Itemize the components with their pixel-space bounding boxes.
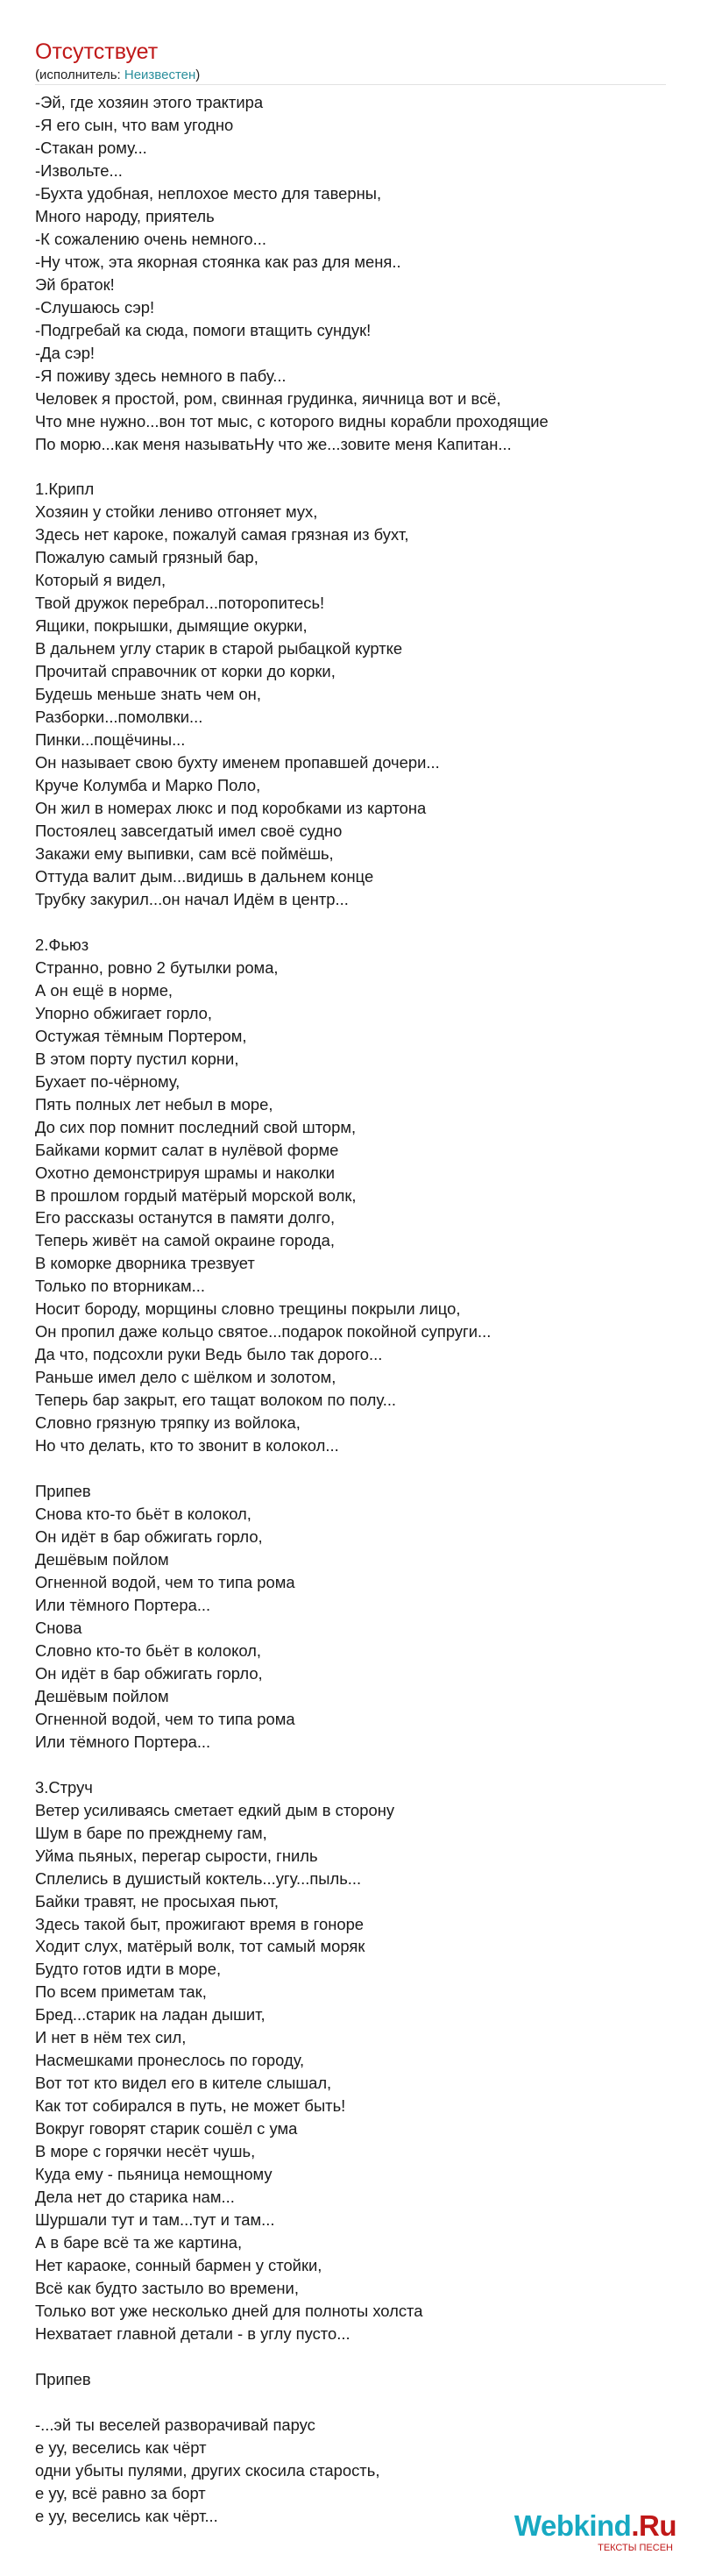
- lyric-line: А в баре всё та же картина,: [35, 2233, 243, 2252]
- lyric-line: Теперь бар закрыт, его тащат волоком по полу...: [35, 1391, 397, 1410]
- lyric-line: Раньше имел дело с шёлком и золотом,: [35, 1368, 336, 1387]
- blank-line: [35, 2345, 683, 2368]
- lyric-line: -Подгребай ка сюда, помоги втащить сундук!: [35, 320, 372, 339]
- lyric-line: Упорно обжигает горло,: [35, 1003, 212, 1022]
- lyric-line: Сплелись в душистый коктель...угу...пыль...: [35, 1868, 362, 1888]
- lyric-line: Как тот собирался в путь, не может быть!: [35, 2096, 346, 2116]
- logo-tld: .Ru: [631, 2509, 676, 2542]
- header-divider: [35, 84, 666, 85]
- lyric-line: -Я его сын, что вам угодно: [35, 115, 234, 134]
- lyric-line: Твой дружок перебрал...поторопитесь!: [35, 594, 325, 613]
- lyric-line: Носит бороду, морщины словно трещины покрыли лицо,: [35, 1299, 461, 1319]
- lyric-line: Дешёвым пойлом: [35, 1686, 169, 1705]
- lyric-line: Разборки...помолвки...: [35, 708, 203, 727]
- lyric-line: Пять полных лет небыл в море,: [35, 1094, 273, 1114]
- lyric-line: Или тёмного Портера...: [35, 1732, 211, 1751]
- lyric-line: Он жил в номерах люкс и под коробками из картона: [35, 799, 427, 818]
- lyric-line: Дешёвым пойлом: [35, 1550, 169, 1569]
- lyric-line: Бред...старик на ладан дышит,: [35, 2005, 266, 2025]
- lyric-line: -Слушаюсь сэр!: [35, 297, 155, 317]
- lyric-line: Постоялец завсегдатый имел своё судно: [35, 822, 343, 840]
- logo-wordmark: [492, 2509, 676, 2543]
- lyric-line: Будешь меньше знать чем он,: [35, 685, 261, 704]
- lyric-line: Куда ему - пьяница немощному: [35, 2165, 273, 2184]
- lyric-line: Вот тот кто видел его в кителе слышал,: [35, 2074, 332, 2093]
- lyric-line: Он называет свою бухту именем пропавшей дочери...: [35, 753, 440, 772]
- song-header: [35, 39, 666, 84]
- lyric-line: Пожалую самый грязный бар,: [35, 548, 258, 567]
- lyric-line: По всем приметам так,: [35, 1982, 207, 2002]
- blank-line: [35, 911, 683, 934]
- lyrics-block: [35, 91, 683, 2528]
- lyric-line: Но что делать, кто то звонит в колокол...: [35, 1436, 339, 1455]
- lyric-line: -Стакан рому...: [35, 138, 147, 157]
- lyric-line: Шум в баре по прежднему гам,: [35, 1823, 267, 1842]
- lyric-line: Трубку закурил...он начал Идём в центр...: [35, 889, 349, 908]
- lyric-line: Хозяин у стойки лениво отгоняет мух,: [35, 502, 318, 522]
- lyric-line: Вокруг говорят старик сошёл с ума: [35, 2119, 298, 2138]
- lyric-line: Нет караоке, сонный бармен у стойки,: [35, 2256, 322, 2275]
- lyric-line: Ящики, покрышки, дымящие окурки,: [35, 616, 308, 636]
- lyric-line: Да что, подсохли руки Ведь было так дорого...: [35, 1345, 383, 1364]
- lyric-line: Шуршали тут и там...тут и там...: [35, 2210, 275, 2230]
- site-logo[interactable]: [492, 2509, 676, 2555]
- lyric-line: Насмешками пронеслось по городу,: [35, 2051, 305, 2070]
- lyric-line: Что мне нужно...вон тот мыс, с которого видны корабли проходящие: [35, 411, 549, 431]
- lyric-line: Огненной водой, чем то типа рома: [35, 1709, 295, 1728]
- lyric-line: Много народу, приятель: [35, 206, 215, 225]
- lyric-line: Который я видел,: [35, 571, 166, 590]
- logo-tagline: ТЕКСТЫ ПЕСЕН: [598, 2543, 673, 2553]
- lyric-line: -Да сэр!: [35, 343, 96, 362]
- lyric-line: е уу, всё равно за борт: [35, 2483, 206, 2502]
- lyric-line: Словно грязную тряпку из войлока,: [35, 1413, 301, 1433]
- lyric-line: Странно, ровно 2 бутылки рома,: [35, 957, 279, 977]
- lyric-line: До сих пор помнит последний свой шторм,: [35, 1117, 357, 1136]
- lyric-line: -Ну чтож, эта якорная стоянка как раз для меня..: [35, 252, 401, 271]
- lyric-line: В прошлом гордый матёрый морской волк,: [35, 1185, 357, 1205]
- lyric-line: Теперь живёт на самой окраине города,: [35, 1231, 335, 1250]
- blank-line: [35, 1754, 683, 1776]
- artist-suffix: ): [195, 68, 201, 82]
- lyric-line: Снова кто-то бьёт в колокол,: [35, 1505, 251, 1524]
- lyric-line: В дальнем углу старик в старой рыбацкой куртке: [35, 639, 403, 658]
- lyric-line: Дела нет до старика нам...: [35, 2188, 235, 2207]
- lyric-line: Только вот уже несколько дней для полноты холста: [35, 2301, 423, 2320]
- artist-line: [35, 67, 666, 84]
- lyric-line: Нехватает главной детали - в углу пусто...: [35, 2323, 350, 2343]
- lyric-line: Бухает по-чёрному,: [35, 1071, 181, 1091]
- lyric-line: 2.Фьюз: [35, 935, 89, 954]
- lyric-line: -...эй ты веселей разворачивай парус: [35, 2415, 315, 2434]
- lyric-line: Круче Колумба и Марко Поло,: [35, 776, 261, 795]
- lyric-line: Здесь нет кароке, пожалуй самая грязная из бухт,: [35, 525, 409, 544]
- lyric-line: Будто готов идти в море,: [35, 1960, 222, 1979]
- lyric-line: -Бухта удобная, неплохое место для таверны,: [35, 183, 382, 203]
- lyric-line: В этом порту пустил корни,: [35, 1049, 239, 1068]
- lyric-line: В коморке дворника трезвует: [35, 1254, 255, 1273]
- lyric-line: Оттуда валит дым...видишь в дальнем конце: [35, 866, 374, 886]
- lyric-line: Припев: [35, 1482, 91, 1501]
- lyric-line: е уу, веселись как чёрт...: [35, 2506, 218, 2525]
- lyric-line: Всё как будто застыло во времени,: [35, 2279, 299, 2297]
- lyric-line: Снова: [35, 1618, 82, 1637]
- lyric-line: В море с горячки несёт чушь,: [35, 2142, 256, 2161]
- lyric-line: Припев: [35, 2369, 91, 2388]
- lyric-line: Он идёт в бар обжигать горло,: [35, 1663, 263, 1683]
- logo-name: Webkind: [513, 2509, 632, 2542]
- lyric-line: А он ещё в норме,: [35, 980, 173, 1000]
- lyric-line: -К сожалению очень немного...: [35, 229, 266, 248]
- lyric-line: -Я поживу здесь немного в пабу...: [35, 366, 287, 385]
- lyric-line: Словно кто-то бьёт в колокол,: [35, 1640, 261, 1660]
- lyric-line: Человек я простой, ром, свинная грудинка, яичница вот и всё,: [35, 388, 501, 408]
- lyric-line: -Эй, где хозяин этого трактира: [35, 93, 264, 111]
- lyric-line: Закажи ему выпивки, сам всё поймёшь,: [35, 843, 334, 863]
- lyric-line: Прочитай справочник от корки до корки,: [35, 662, 336, 681]
- blank-line: [35, 2391, 683, 2414]
- lyric-line: Байками кормит салат в нулёвой форме: [35, 1140, 339, 1159]
- lyric-line: Остужая тёмным Портером,: [35, 1026, 247, 1045]
- artist-prefix: (исполнитель:: [35, 68, 124, 82]
- lyric-line: Только по вторникам...: [35, 1277, 205, 1296]
- lyric-line: Уйма пьяных, перегар сырости, гниль: [35, 1846, 318, 1865]
- lyric-line: Ветер усиливаясь сметает едкий дым в сторону: [35, 1800, 395, 1819]
- blank-line: [35, 456, 683, 479]
- lyric-line: одни убыты пулями, других скосила старость,: [35, 2460, 380, 2480]
- lyric-line: Его рассказы останутся в памяти долго,: [35, 1208, 336, 1228]
- lyric-line: Огненной водой, чем то типа рома: [35, 1572, 295, 1591]
- lyric-line: Охотно демонстрируя шрамы и наколки: [35, 1163, 336, 1182]
- lyric-line: е уу, веселись как чёрт: [35, 2437, 207, 2457]
- lyric-line: Он пропил даже кольцо святое...подарок покойной супруги...: [35, 1322, 492, 1341]
- lyric-line: По морю...как меня называтьНу что же...зовите меня Капитан...: [35, 434, 512, 453]
- lyric-line: Байки травят, не просыхая пьют,: [35, 1891, 280, 1911]
- lyric-line: -Извольте...: [35, 160, 123, 180]
- lyric-line: Эй браток!: [35, 274, 115, 294]
- lyric-line: Здесь такой быт, прожигают время в гоноре: [35, 1914, 365, 1933]
- lyric-line: 3.Струч: [35, 1777, 93, 1797]
- blank-line: [35, 1457, 683, 1480]
- lyric-line: И нет в нём тех сил,: [35, 2028, 187, 2047]
- artist-link[interactable]: Неизвестен: [124, 68, 196, 82]
- lyric-line: 1.Крипл: [35, 480, 95, 499]
- lyric-line: Пинки...пощёчины...: [35, 730, 186, 750]
- lyric-line: Или тёмного Портера...: [35, 1595, 211, 1614]
- lyric-line: Ходит слух, матёрый волк, тот самый моряк: [35, 1937, 365, 1956]
- song-title: Отсутствует: [35, 39, 159, 64]
- lyric-line: Он идёт в бар обжигать горло,: [35, 1527, 263, 1547]
